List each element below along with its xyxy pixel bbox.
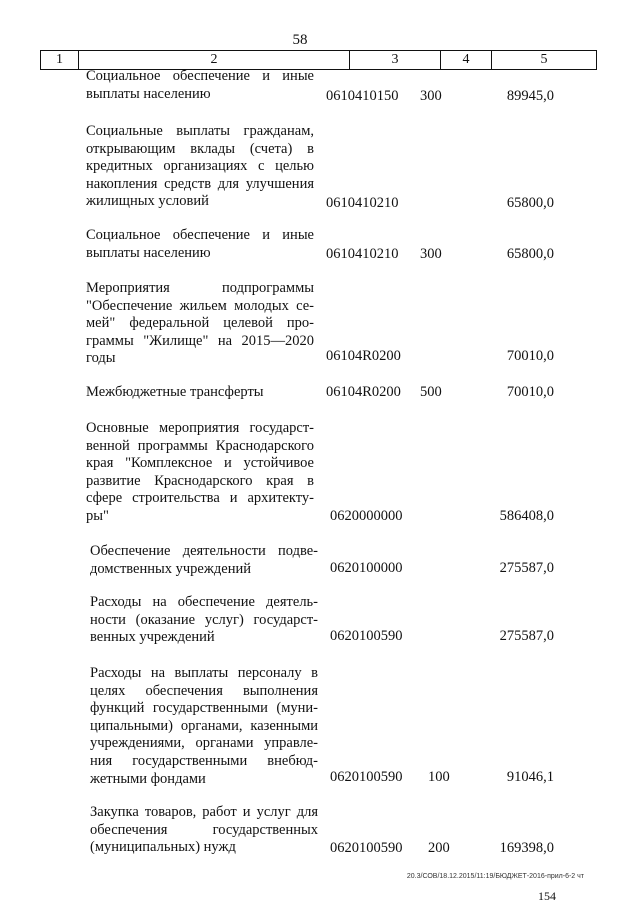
row-expense-type: 100: [428, 769, 450, 786]
table-row: [0, 227, 640, 264]
row-code: 06104R0200: [326, 384, 401, 401]
row-amount: 65800,0: [506, 195, 554, 212]
row-description: Мероприятия подпрограммы "Обеспечение жильем молодых се-мей" федеральной целевой про-граммы "Жилище" на 2015—2020 годы: [86, 280, 314, 367]
row-description: Социальное обеспечение и иные выплаты населению: [86, 227, 314, 261]
row-code: 0620100590: [330, 628, 403, 645]
row-description: Социальное обеспечение и иные выплаты населению: [86, 68, 314, 102]
header-col-4: 4: [440, 51, 491, 69]
row-expense-type: 200: [428, 840, 450, 857]
row-amount: 275587,0: [499, 560, 554, 577]
table-row: [0, 594, 640, 646]
table-header: [40, 50, 597, 70]
table-row: [0, 420, 640, 526]
row-code: 06104R0200: [326, 348, 401, 365]
row-description: Социальные выплаты гражданам, открывающим вклады (счета) в кредитных организациях с целью накопления средств для улучшения жилищных условий: [86, 123, 314, 210]
row-description: Закупка товаров, работ и услуг для обеспечения государственных (муниципальных) нужд: [90, 804, 318, 856]
table-row: [0, 380, 640, 402]
row-expense-type: 300: [420, 246, 442, 263]
row-expense-type: 300: [420, 88, 442, 105]
row-amount: 275587,0: [499, 628, 554, 645]
row-expense-type: 500: [420, 384, 442, 401]
row-amount: 89945,0: [506, 88, 554, 105]
row-code: 0610410150: [326, 88, 399, 105]
row-description: Расходы на обеспечение деятель-ности (оказание услуг) государст-венных учреждений: [90, 594, 318, 646]
corner-page-number: 154: [538, 889, 556, 903]
row-code: 0610410210: [326, 195, 399, 212]
header-col-5: 5: [491, 51, 596, 69]
row-amount: 169398,0: [499, 840, 554, 857]
table-row: [0, 543, 640, 578]
table-row: [0, 123, 640, 213]
page-number: 58: [292, 32, 308, 48]
table-row: [0, 68, 640, 106]
row-amount: 70010,0: [506, 348, 554, 365]
row-code: 0620100590: [330, 840, 403, 857]
row-code: 0620100590: [330, 769, 403, 786]
header-col-2: 2: [78, 51, 349, 69]
header-col-3: 3: [349, 51, 440, 69]
row-amount: 586408,0: [499, 508, 554, 525]
row-description: Обеспечение деятельности подве-домственных учреждений: [90, 543, 318, 577]
footer-note: 20.3/СОВ/18.12.2015/11:19/БЮДЖЕТ-2016-прил-6-2 чт: [406, 873, 584, 880]
row-description: Межбюджетные трансферты: [86, 384, 264, 400]
row-amount: 65800,0: [506, 246, 554, 263]
row-description: Основные мероприятия государст-венной программы Краснодарского края "Комплексное и устойчивое развитие Краснодарского края в сфере строительства и архитекту-ры": [86, 420, 314, 524]
row-description: Расходы на выплаты персоналу в целях обеспечения выполнения функций государственными (муни-ципальными) органами, казенными учреждениями, органами управле-ния государственными внебюд-жетными фондами: [90, 665, 318, 787]
row-code: 0620000000: [330, 508, 403, 525]
row-amount: 91046,1: [506, 769, 554, 786]
table-row: [0, 665, 640, 787]
table-row: [0, 804, 640, 858]
table-row: [0, 280, 640, 366]
row-code: 0610410210: [326, 246, 399, 263]
header-col-1: 1: [56, 52, 63, 67]
row-code: 0620100000: [330, 560, 403, 577]
row-amount: 70010,0: [506, 384, 554, 401]
